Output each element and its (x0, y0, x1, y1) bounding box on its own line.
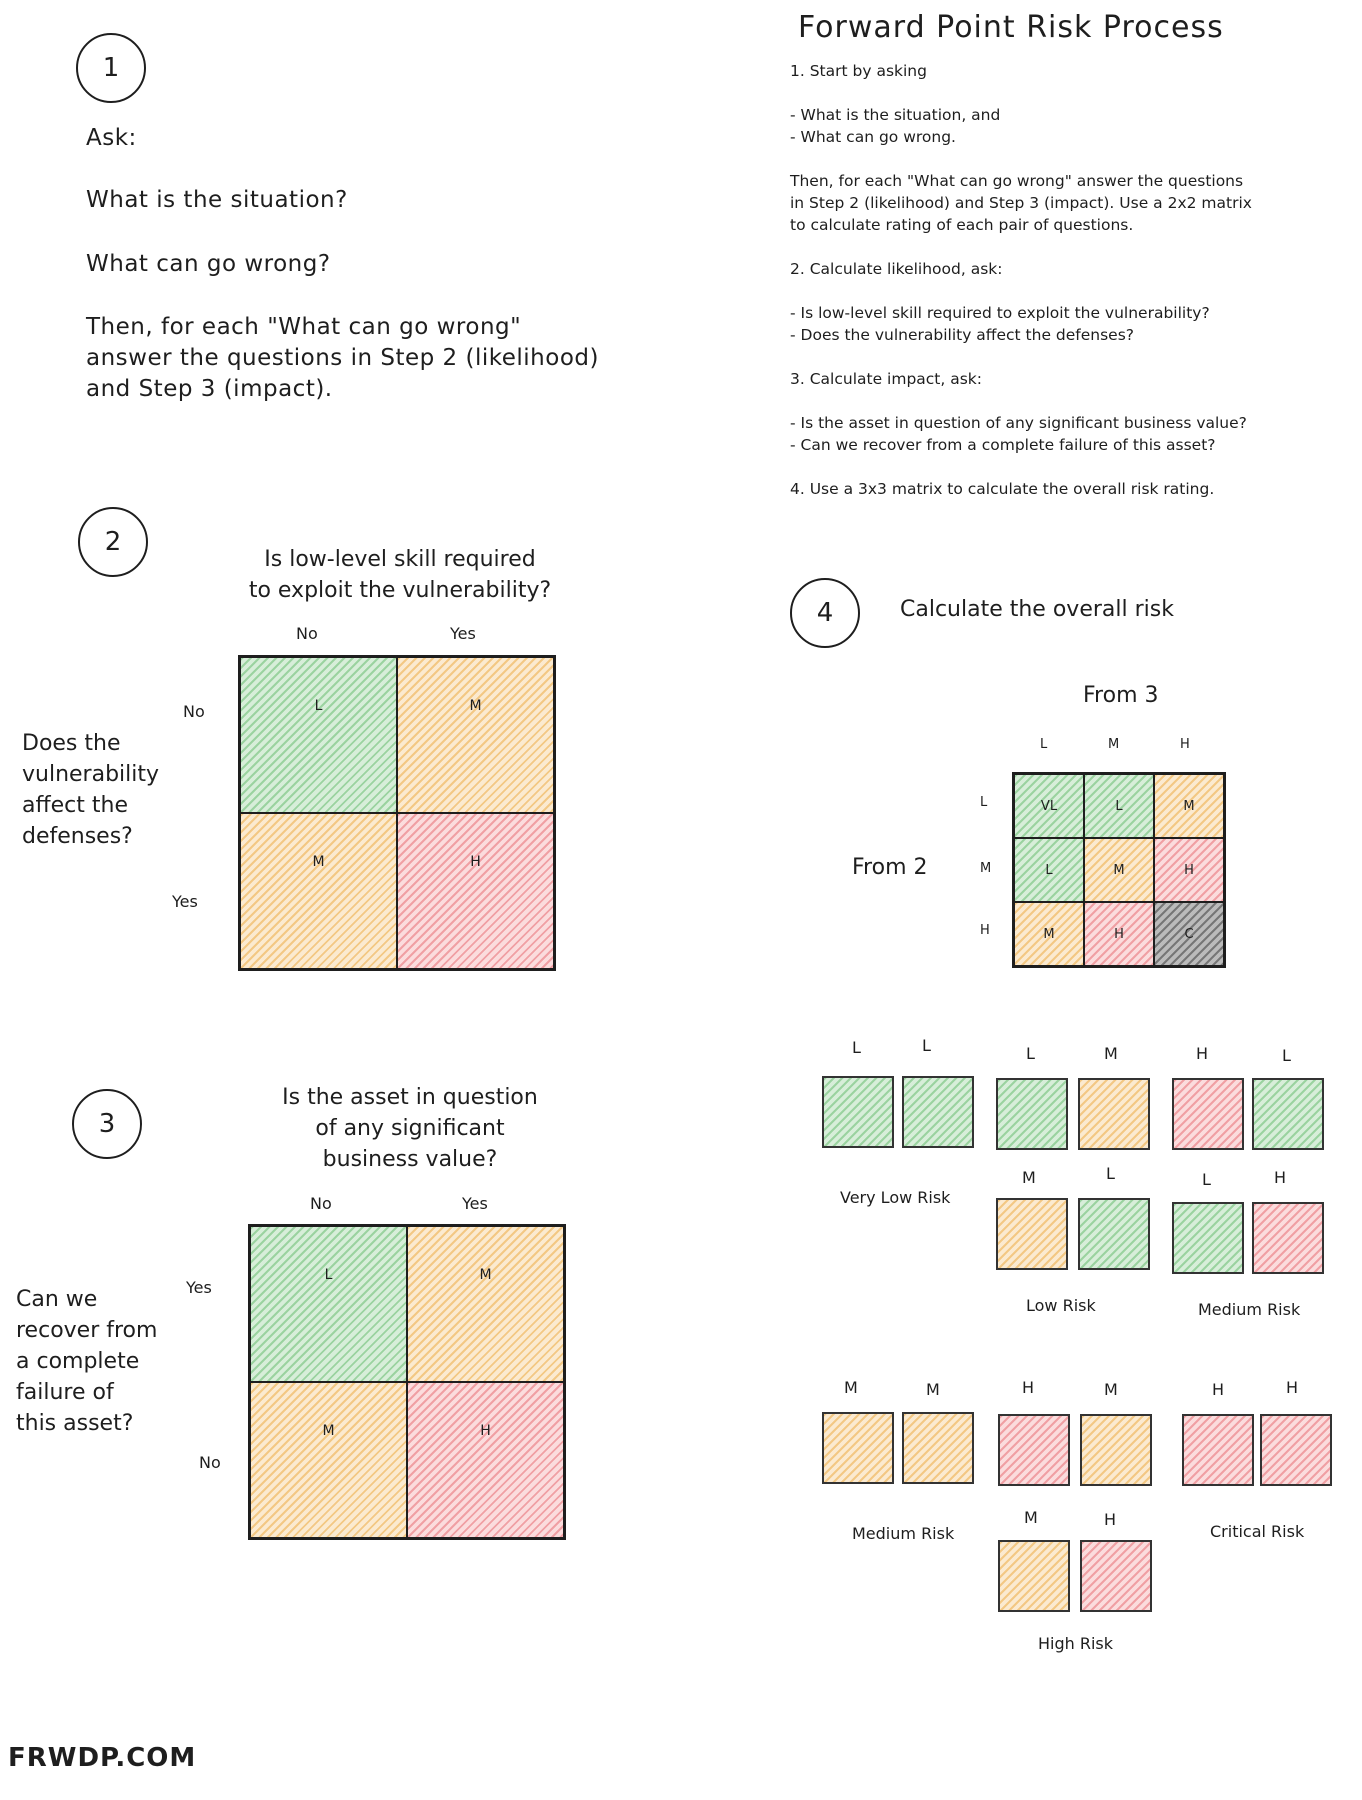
step-3-badge: 3 (72, 1089, 142, 1159)
matrix-cell (250, 1382, 407, 1538)
step-3-row-yes: Yes (186, 1278, 212, 1297)
legend-square (1172, 1202, 1244, 1274)
legend-square (1252, 1078, 1324, 1150)
matrix-cell: H (1154, 838, 1224, 902)
process-line: in Step 2 (likelihood) and Step 3 (impact). Use a 2x2 matrix (790, 194, 1252, 212)
legend-square (822, 1412, 894, 1484)
legend-square-label: M (1104, 1380, 1118, 1399)
cell-label: H (480, 1423, 491, 1440)
process-line: - What can go wrong. (790, 128, 956, 146)
process-line: - Is low-level skill required to exploit the vulnerability? (790, 304, 1210, 322)
step-1-question-wrong: What can go wrong? (86, 251, 331, 277)
legend-square-label: H (1104, 1510, 1117, 1529)
step-3-row-no: No (199, 1453, 221, 1472)
process-line: - Does the vulnerability affect the defenses? (790, 326, 1135, 344)
row-label: H (980, 923, 990, 938)
process-line: 4. Use a 3x3 matrix to calculate the overall risk rating. (790, 480, 1215, 498)
from-3-label: From 3 (1083, 683, 1159, 708)
process-text (790, 60, 1252, 500)
matrix-cell: H (1084, 902, 1154, 966)
matrix-cell (407, 1382, 564, 1538)
step-2-badge: 2 (78, 507, 148, 577)
step-2-question-skill: Is low-level skill required to exploit the vulnerability? (248, 547, 552, 603)
step-4-heading: Calculate the overall risk (900, 597, 1174, 622)
step-4-badge: 4 (790, 578, 860, 648)
step-2-col-yes: Yes (450, 624, 476, 643)
cell-label: M (312, 854, 325, 871)
legend-caption: Low Risk (1026, 1296, 1096, 1315)
legend-square-label: M (1024, 1508, 1038, 1527)
legend-square-label: H (1274, 1168, 1287, 1187)
matrix-cell: VL (1014, 774, 1084, 838)
matrix-cell (397, 813, 554, 969)
matrix-cell: C (1154, 902, 1224, 966)
col-label: M (1108, 737, 1120, 752)
legend-square (1182, 1414, 1254, 1486)
process-line: 3. Calculate impact, ask: (790, 370, 983, 388)
legend-square-label: L (1026, 1044, 1035, 1063)
matrix-cell: M (1084, 838, 1154, 902)
legend-square (996, 1078, 1068, 1150)
brand-logo: FRWDP.COM (8, 1743, 197, 1773)
matrix-cell: M (1154, 774, 1224, 838)
legend-square (1078, 1078, 1150, 1150)
legend-square-label: H (1022, 1378, 1035, 1397)
matrix-cell: L (1084, 774, 1154, 838)
process-line: - Can we recover from a complete failure of this asset? (790, 436, 1216, 454)
legend-square (1080, 1540, 1152, 1612)
from-2-label: From 2 (852, 855, 928, 880)
legend-square-label: H (1286, 1378, 1299, 1397)
legend-square (1080, 1414, 1152, 1486)
legend-square-label: L (1282, 1046, 1291, 1065)
legend-square-label: M (926, 1380, 940, 1399)
legend-square (996, 1198, 1068, 1270)
legend-square-label: H (1196, 1044, 1209, 1063)
cell-label: H (470, 854, 481, 871)
cell-label: M (479, 1267, 492, 1284)
step-2-row-no: No (183, 702, 205, 721)
cell-label: L (314, 698, 323, 715)
legend-square-label: M (1022, 1168, 1036, 1187)
overall-risk-matrix (1012, 772, 1226, 968)
process-line: 1. Start by asking (790, 62, 927, 80)
step-3-question-recover: Can we recover from a complete failure of this asset? (16, 1287, 158, 1436)
col-label: L (1040, 737, 1048, 752)
matrix-cell: M (1014, 902, 1084, 966)
legend-square (1172, 1078, 1244, 1150)
legend-square (1252, 1202, 1324, 1274)
step-1-instructions: Then, for each "What can go wrong" answer the questions in Step 2 (likelihood) and Step 3 (impact). (86, 314, 599, 402)
legend-square-label: L (1202, 1170, 1211, 1189)
cell-label: L (324, 1267, 333, 1284)
legend-square-label: L (852, 1038, 861, 1057)
impact-matrix (248, 1224, 566, 1540)
step-2-question-defenses: Does the vulnerability affect the defenses? (22, 731, 160, 849)
legend-square (902, 1076, 974, 1148)
page-title: Forward Point Risk Process (798, 10, 1224, 45)
step-3-col-yes: Yes (462, 1194, 488, 1213)
legend-square-label: H (1212, 1380, 1225, 1399)
legend-caption: Critical Risk (1210, 1522, 1305, 1541)
legend-caption: Very Low Risk (840, 1188, 951, 1207)
legend-caption: High Risk (1038, 1634, 1114, 1653)
process-line: to calculate rating of each pair of questions. (790, 216, 1134, 234)
legend-square (998, 1540, 1070, 1612)
process-line: Then, for each "What can go wrong" answer the questions (790, 172, 1244, 190)
legend-square (902, 1412, 974, 1484)
matrix-cell (407, 1226, 564, 1382)
legend-caption: Medium Risk (852, 1524, 955, 1543)
legend-square (998, 1414, 1070, 1486)
col-label: H (1180, 737, 1190, 752)
matrix-cell (240, 657, 397, 813)
process-line: - What is the situation, and (790, 106, 1001, 124)
step-3-col-no: No (310, 1194, 332, 1213)
step-1-question-situation: What is the situation? (86, 187, 348, 213)
step-1-badge: 1 (76, 33, 146, 103)
matrix-cell (250, 1226, 407, 1382)
row-label: L (980, 795, 988, 810)
matrix-cell (397, 657, 554, 813)
legend-caption: Medium Risk (1198, 1300, 1301, 1319)
legend-square-label: M (1104, 1044, 1118, 1063)
cell-label: M (322, 1423, 335, 1440)
process-line: - Is the asset in question of any significant business value? (790, 414, 1247, 432)
matrix-cell (240, 813, 397, 969)
legend-square-label: L (1106, 1164, 1115, 1183)
legend-square-label: M (844, 1378, 858, 1397)
matrix-cell: L (1014, 838, 1084, 902)
legend-square (822, 1076, 894, 1148)
legend-square-label: L (922, 1036, 931, 1055)
step-2-col-no: No (296, 624, 318, 643)
cell-label: M (469, 698, 482, 715)
row-label: M (980, 861, 992, 876)
likelihood-matrix (238, 655, 556, 971)
step-3-question-value: Is the asset in question of any significant business value? (282, 1085, 538, 1172)
legend-square (1078, 1198, 1150, 1270)
legend-square (1260, 1414, 1332, 1486)
step-1-ask: Ask: (86, 125, 137, 151)
step-2-row-yes: Yes (172, 892, 198, 911)
process-line: 2. Calculate likelihood, ask: (790, 260, 1003, 278)
